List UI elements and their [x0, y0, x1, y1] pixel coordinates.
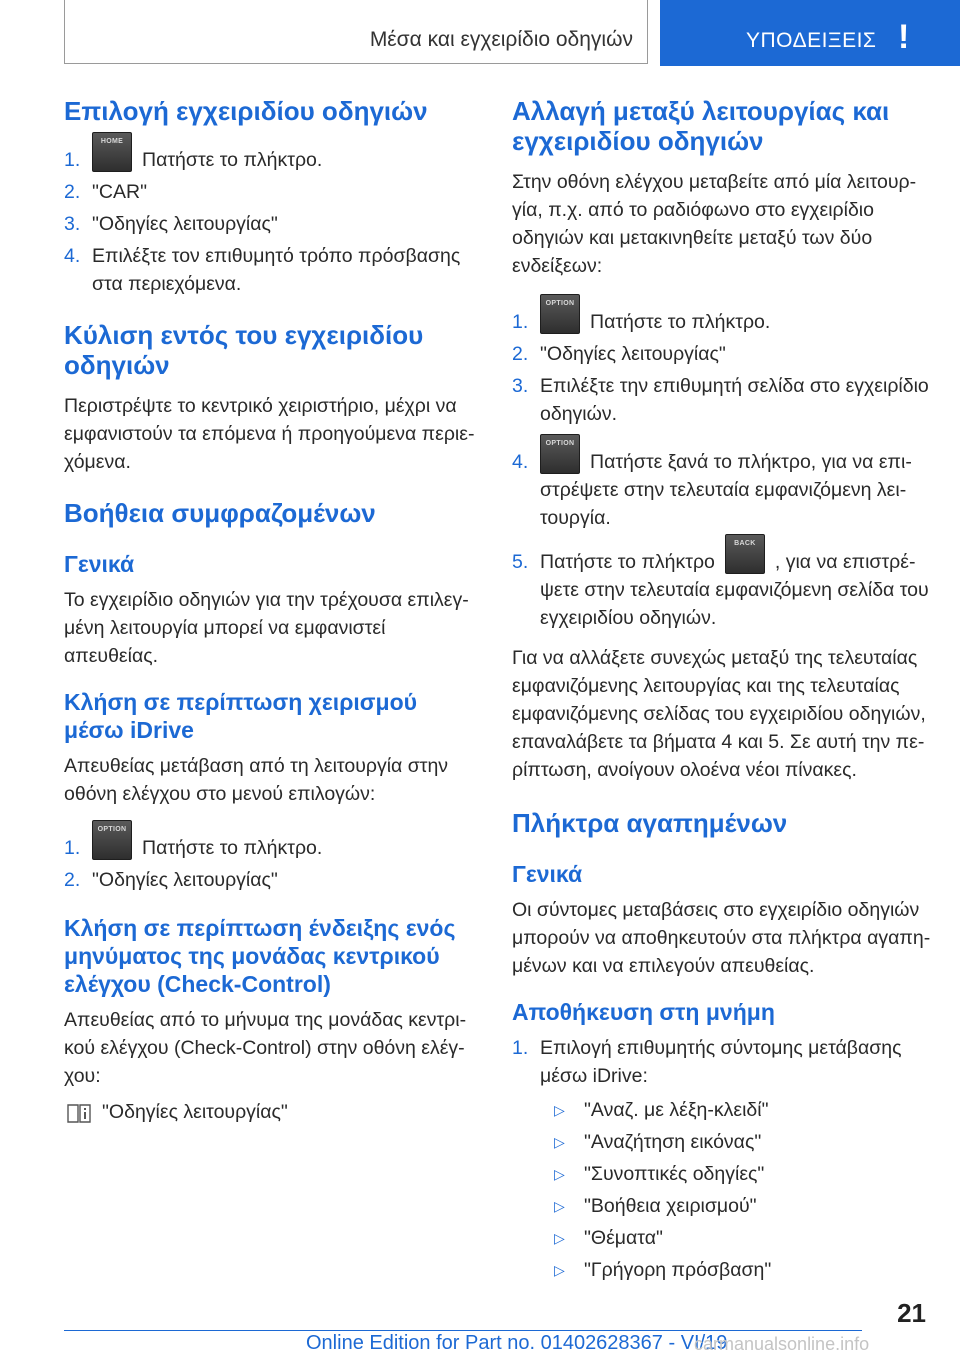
step-text: Πατήστε το πλήκτρο.: [142, 149, 323, 171]
option-text: "Γρήγορη πρόσβαση": [584, 1259, 772, 1281]
option-button-icon: OPTION: [540, 294, 580, 334]
context-help-general-body: Το εγχειρίδιο οδηγιών για την τρέχουσα επιλεγ‐μένη λειτουργία μπορεί να εμφανιστεί απευθείας.: [64, 589, 469, 667]
heading-select-manual: Επιλογή εγχειριδίου οδηγιών: [64, 96, 428, 126]
left-column: [64, 96, 480, 1126]
list-item: [64, 242, 480, 298]
list-item: [512, 439, 932, 532]
step-text: Πατήστε ξανά το πλήκτρο, για να επι‐στρέψετε στην τελευταία εμφανιζόμενη λει‐τουργία.: [540, 451, 912, 529]
list-item: [64, 137, 480, 174]
page-number: 21: [897, 1298, 926, 1328]
step-number: 1.: [512, 311, 529, 333]
scroll-manual-body: Περιστρέψτε το κεντρικό χειριστήριο, μέχρι να εμφανιστούν τα επόμενα ή προηγούμενα περιε‐χόμενα.: [64, 395, 475, 473]
select-manual-steps: [64, 137, 480, 298]
watermark: carmanualsonline.info: [694, 1334, 870, 1354]
subheading-general: Γενικά: [512, 861, 583, 887]
step-number: 2.: [64, 181, 81, 203]
right-column: [512, 96, 932, 1284]
list-item: [554, 1256, 932, 1284]
option-button-icon: OPTION: [92, 820, 132, 860]
switch-mode-steps: [512, 299, 932, 632]
option-text: "Θέματα": [584, 1227, 663, 1249]
list-item: [512, 340, 932, 368]
manual-book-icon: [66, 1102, 92, 1124]
subheading-store-memory: Αποθήκευση στη μνήμη: [512, 999, 775, 1025]
subheading-check-control: Κλήση σε περίπτωση ένδειξης ενός μηνύματος της μονάδας κεντρικού ελέγχου (Check-Control): [64, 915, 456, 997]
step-number: 3.: [512, 375, 529, 397]
list-item: [512, 539, 932, 632]
step-number: 1.: [64, 149, 81, 171]
step-number: 1.: [64, 837, 81, 859]
switch-mode-body: Στην οθόνη ελέγχου μεταβείτε από μία λειτουρ‐γία, π.χ. από το ραδιόφωνο στο εγχειρίδιο οδηγιών και μετακινηθείτε μεταξύ των δύο ενδείξεων:: [512, 171, 917, 277]
step-text: Επιλέξτε την επιθυμητή σελίδα στο εγχειρίδιο οδηγιών.: [540, 375, 929, 425]
option-button-icon: OPTION: [540, 434, 580, 474]
triangle-bullet-icon: ▷: [554, 1230, 565, 1246]
header-section-tab: [660, 0, 960, 66]
step-text: "Οδηγίες λειτουργίας": [92, 213, 278, 235]
header-title: Μέσα και εγχειρίδιο οδηγιών: [369, 28, 633, 51]
check-control-item: [64, 1098, 480, 1126]
list-item: [64, 210, 480, 238]
check-control-body: Απευθείας από το μήνυμα της μονάδας κεντρι‐κού ελέγχου (Check-Control) στην οθόνη ελέγ‐χου:: [64, 1009, 467, 1087]
exclamation-icon: !: [898, 18, 910, 56]
triangle-bullet-icon: ▷: [554, 1262, 565, 1278]
shortcut-options: [540, 1096, 932, 1284]
option-text: "Συνοπτικές οδηγίες": [584, 1163, 765, 1185]
step-number: 1.: [512, 1037, 529, 1059]
footer-edition: Online Edition for Part no. 01402628367 - VI/19: [306, 1332, 728, 1354]
footer-divider: [64, 1330, 862, 1331]
check-control-item-text: "Οδηγίες λειτουργίας": [102, 1101, 288, 1123]
heading-scroll-manual: Κύλιση εντός του εγχειριδίου οδηγιών: [64, 320, 424, 380]
subheading-general: Γενικά: [64, 551, 135, 577]
heading-context-help: Βοήθεια συμφραζομένων: [64, 498, 376, 528]
heading-favorite-buttons: Πλήκτρα αγαπημένων: [512, 808, 788, 838]
list-item: [512, 299, 932, 336]
switch-mode-after: Για να αλλάξετε συνεχώς μεταξύ της τελευταίας εμφανιζόμενης λειτουργίας και της τελευταίας εμφανιζόμενης σελίδας του εγχειριδίου οδηγιών, επαναλάβετε τα βήματα 4 και 5. Σε αυτή την πε‐ρίπτωση, ανοίγουν ολοένα νέοι πίνακες.: [512, 647, 926, 781]
step-text: Πατήστε το πλήκτρο: [540, 551, 715, 573]
list-item: [512, 1034, 932, 1284]
home-button-icon: HOME: [92, 132, 132, 172]
step-text: Πατήστε το πλήκτρο.: [590, 311, 771, 333]
triangle-bullet-icon: ▷: [554, 1134, 565, 1150]
step-text: "CAR": [92, 181, 148, 203]
back-button-icon: BACK: [725, 534, 765, 574]
idrive-call-body: Απευθείας μετάβαση από τη λειτουργία στην οθόνη ελέγχου στο μενού επιλογών:: [64, 755, 449, 805]
list-item: [512, 372, 932, 428]
step-number: 5.: [512, 551, 529, 573]
list-item: [64, 866, 480, 894]
triangle-bullet-icon: ▷: [554, 1166, 565, 1182]
triangle-bullet-icon: ▷: [554, 1198, 565, 1214]
step-text: Επιλέξτε τον επιθυμητό τρόπο πρόσβασης στα περιεχόμενα.: [92, 245, 461, 295]
step-number: 4.: [512, 451, 529, 473]
list-item: [554, 1224, 932, 1252]
heading-switch-mode: Αλλαγή μεταξύ λειτουργίας και εγχειριδίου οδηγιών: [512, 96, 890, 156]
header-tab-label: ΥΠΟΔΕΙΞΕΙΣ: [746, 29, 877, 52]
step-number: 4.: [64, 245, 81, 267]
list-item: [64, 178, 480, 206]
step-text: "Οδηγίες λειτουργίας": [92, 869, 278, 891]
option-text: "Αναζ. με λέξη-κλειδί": [584, 1099, 769, 1121]
page-header: [0, 0, 960, 66]
step-text: "Οδηγίες λειτουργίας": [540, 343, 726, 365]
list-item: [554, 1192, 932, 1220]
step-number: 2.: [64, 869, 81, 891]
option-text: "Αναζήτηση εικόνας": [584, 1131, 762, 1153]
triangle-bullet-icon: ▷: [554, 1102, 565, 1118]
step-number: 3.: [64, 213, 81, 235]
list-item: [554, 1128, 932, 1156]
list-item: [554, 1096, 932, 1124]
step-number: 2.: [512, 343, 529, 365]
store-memory-steps: [512, 1034, 932, 1284]
step-text: Επιλογή επιθυμητής σύντομης μετάβασης μέσω iDrive:: [540, 1037, 902, 1087]
idrive-call-steps: [64, 825, 480, 894]
subheading-idrive-call: Κλήση σε περίπτωση χειρισμού μέσω iDrive: [64, 689, 418, 743]
list-item: [554, 1160, 932, 1188]
list-item: [64, 825, 480, 862]
step-text: Πατήστε το πλήκτρο.: [142, 837, 323, 859]
step-text: , για να επιστρέ‐ψετε στην τελευταία εμφανιζόμενη σελίδα του εγχειριδίου οδηγιών.: [540, 551, 929, 629]
favorites-general-body: Οι σύντομες μεταβάσεις στο εγχειρίδιο οδηγιών μπορούν να αποθηκευτούν στα πλήκτρα αγαπη‐μένων και να επιλεγούν απευθείας.: [512, 899, 931, 977]
header-title-box: [64, 0, 648, 64]
option-text: "Βοήθεια χειρισμού": [584, 1195, 757, 1217]
